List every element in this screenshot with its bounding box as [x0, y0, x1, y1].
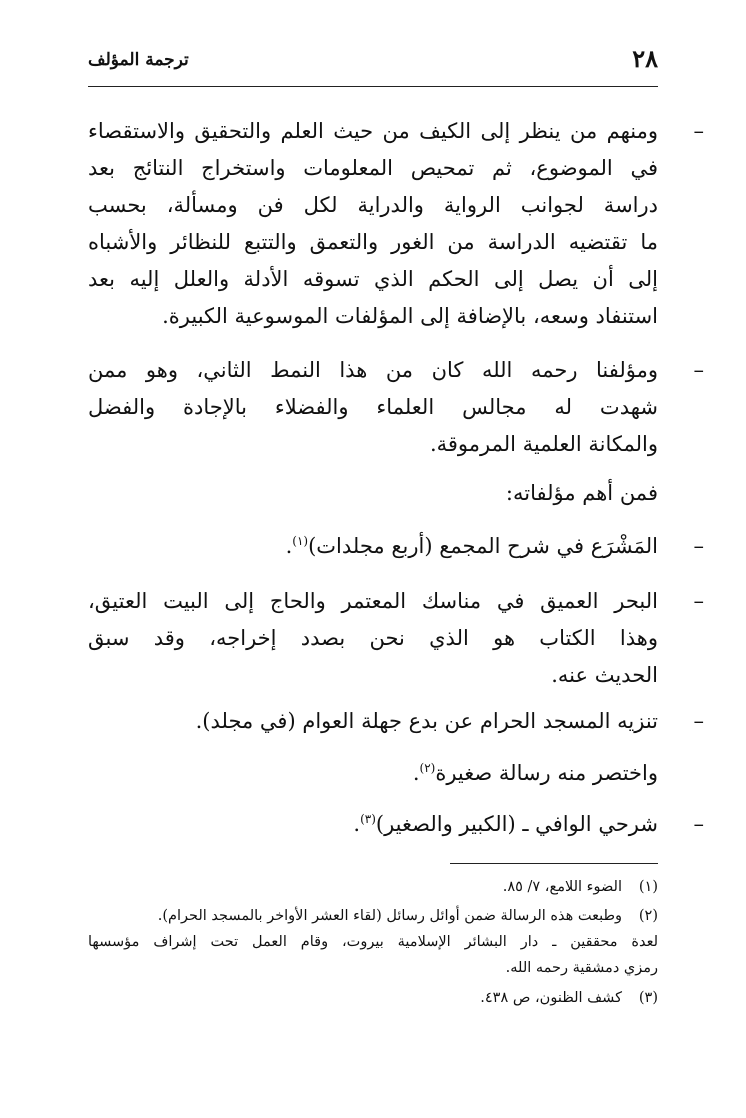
text-line [88, 806, 658, 843]
text-line: ومؤلفنا رحمه الله كان من هذا النمط الثاني، وهو ممن [88, 358, 658, 382]
running-title: ترجمة المؤلف [88, 50, 189, 70]
period: . [412, 761, 420, 785]
footnote-number: (١) [638, 879, 658, 895]
footnote-3 [88, 985, 658, 1011]
text-line [88, 528, 658, 565]
text-line: استنفاد وسعه، بالإضافة إلى المؤلفات الموسوعية الكبيرة. [162, 304, 658, 328]
bullet-dash: – [693, 589, 704, 613]
text-line: الحديث عنه. [551, 663, 658, 687]
footnote-text: لعدة محققين ـ دار البشائر الإسلامية بيروت، وقام العمل تحت إشراف مؤسسها [88, 934, 658, 950]
work-3-note [88, 755, 658, 792]
bullet-paragraph-1 [88, 113, 704, 335]
work-item-4 [88, 806, 704, 843]
work-title: شرحي الوافي ـ (الكبير والصغير) [375, 812, 658, 836]
bullet-dash: – [693, 358, 704, 382]
footnote-1 [88, 874, 658, 900]
bullet-dash: – [693, 534, 704, 558]
text-line: تنزيه المسجد الحرام عن بدع جهلة العوام (في مجلد). [195, 709, 658, 733]
footnote-text: رمزي دمشقية رحمه الله. [505, 960, 658, 976]
period: . [285, 534, 293, 558]
work-item-2 [88, 583, 704, 694]
works-intro: فمن أهم مؤلفاته: [505, 481, 658, 505]
text-line: دراسة لجوانب الرواية والدراية لكل فن ومسألة، بحسب [88, 193, 658, 217]
bullet-dash: – [693, 709, 704, 733]
text-line: شهدت له مجالس العلماء والفضلاء بالإجادة والفضل [88, 395, 658, 419]
period: . [353, 812, 361, 836]
text-line: البحر العميق في مناسك المعتمر والحاج إلى البيت العتيق، [88, 589, 658, 613]
footnote-mark: (٣) [360, 812, 376, 826]
work-title: المَشْرَع في شرح المجمع (أربع مجلدات) [308, 534, 658, 558]
text-line: ومنهم من ينظر إلى الكيف من حيث العلم والتحقيق والاستقصاء [88, 119, 658, 143]
page-number: ٢٨ [632, 44, 658, 73]
work-item-3 [88, 703, 704, 740]
footnote-text: الضوء اللامع، ٧/ ٨٥. [502, 879, 622, 895]
footnote-text: كشف الظنون، ص ٤٣٨. [480, 990, 622, 1006]
footnote-text: وطبعت هذه الرسالة ضمن أوائل رسائل (لقاء العشر الأواخر بالمسجد الحرام). [157, 908, 622, 924]
bullet-dash: – [693, 812, 704, 836]
footnote-2 [88, 903, 658, 981]
footnote-number: (٢) [638, 908, 658, 924]
work-item-1 [88, 528, 704, 565]
text-line: إلى أن يصل إلى الحكم الذي تسوقه الأدلة والعلل إليه بعد [88, 267, 658, 291]
bullet-paragraph-2 [88, 352, 704, 463]
note-text: واختصر منه رسالة صغيرة [435, 761, 658, 785]
footnote-mark: (١) [292, 534, 309, 548]
text-line: في الموضوع، ثم تمحيص المعلومات واستخراج النتائج بعد [88, 156, 658, 180]
footnote-number: (٣) [638, 990, 658, 1006]
page-header [88, 40, 658, 87]
text-line: ما تقتضيه الدراسة من الغور والتعمق والتتبع للنظائر والأشباه [88, 230, 658, 254]
text-line: وهذا الكتاب هو الذي نحن بصدد إخراجه، وقد سبق [88, 626, 658, 650]
footnote-mark: (٢) [419, 761, 436, 775]
bullet-dash: – [693, 119, 704, 143]
footnote-divider [450, 863, 658, 864]
text-line: والمكانة العلمية المرموقة. [429, 432, 658, 456]
